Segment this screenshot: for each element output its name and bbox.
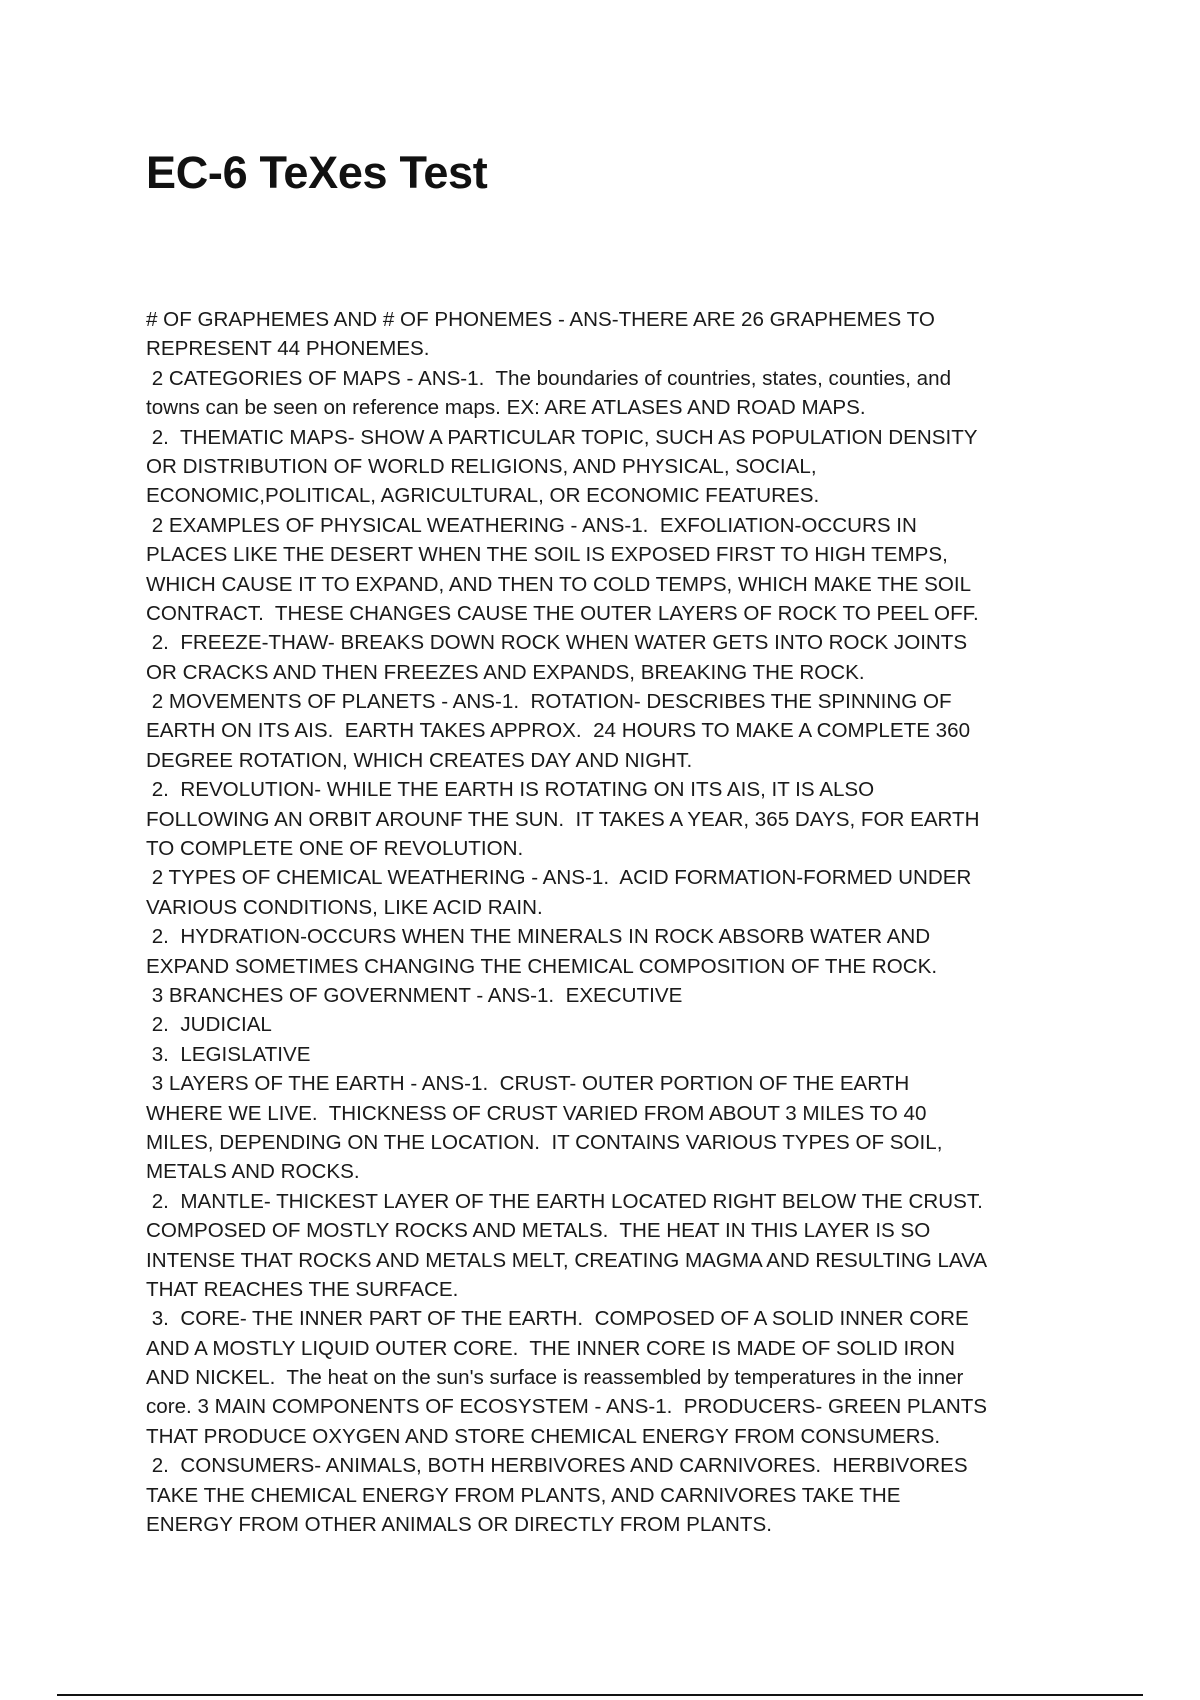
- text-line: AND NICKEL. The heat on the sun's surface is reassembled by temperatures in the inner: [146, 1366, 964, 1390]
- text-line: 2. MANTLE- THICKEST LAYER OF THE EARTH LOCATED RIGHT BELOW THE CRUST.: [146, 1189, 983, 1213]
- text-line: ECONOMIC,POLITICAL, AGRICULTURAL, OR ECONOMIC FEATURES.: [146, 484, 820, 508]
- text-line: DEGREE ROTATION, WHICH CREATES DAY AND NIGHT.: [146, 748, 693, 772]
- text-line: 3 LAYERS OF THE EARTH - ANS-1. CRUST- OUTER PORTION OF THE EARTH: [146, 1072, 910, 1096]
- text-line: METALS AND ROCKS.: [146, 1160, 360, 1184]
- text-line: EARTH ON ITS AIS. EARTH TAKES APPROX. 24 HOURS TO MAKE A COMPLETE 360: [146, 719, 971, 743]
- text-line: TAKE THE CHEMICAL ENERGY FROM PLANTS, AND CARNIVORES TAKE THE: [146, 1483, 901, 1507]
- text-line: EXPAND SOMETIMES CHANGING THE CHEMICAL COMPOSITION OF THE ROCK.: [146, 954, 938, 978]
- text-line: 2. JUDICIAL: [146, 1013, 272, 1037]
- text-line: MILES, DEPENDING ON THE LOCATION. IT CONTAINS VARIOUS TYPES OF SOIL,: [146, 1130, 943, 1154]
- text-line: AND A MOSTLY LIQUID OUTER CORE. THE INNER CORE IS MADE OF SOLID IRON: [146, 1336, 956, 1360]
- text-line: 2 MOVEMENTS OF PLANETS - ANS-1. ROTATION- DESCRIBES THE SPINNING OF: [146, 690, 952, 714]
- text-line: CONTRACT. THESE CHANGES CAUSE THE OUTER LAYERS OF ROCK TO PEEL OFF.: [146, 601, 979, 625]
- text-line: 2. REVOLUTION- WHILE THE EARTH IS ROTATING ON ITS AIS, IT IS ALSO: [146, 778, 875, 802]
- text-line: COMPOSED OF MOSTLY ROCKS AND METALS. THE HEAT IN THIS LAYER IS SO: [146, 1219, 931, 1243]
- text-line: THAT PRODUCE OXYGEN AND STORE CHEMICAL ENERGY FROM CONSUMERS.: [146, 1424, 941, 1448]
- text-line: VARIOUS CONDITIONS, LIKE ACID RAIN.: [146, 895, 543, 919]
- text-line: 2. HYDRATION-OCCURS WHEN THE MINERALS IN ROCK ABSORB WATER AND: [146, 925, 931, 949]
- text-line: 2 TYPES OF CHEMICAL WEATHERING - ANS-1. ACID FORMATION-FORMED UNDER: [146, 866, 972, 890]
- text-line: THAT REACHES THE SURFACE.: [146, 1277, 459, 1301]
- text-line: 3. CORE- THE INNER PART OF THE EARTH. COMPOSED OF A SOLID INNER CORE: [146, 1307, 969, 1331]
- text-line: 2 EXAMPLES OF PHYSICAL WEATHERING - ANS-1. EXFOLIATION-OCCURS IN: [146, 513, 917, 537]
- text-line: 2 CATEGORIES OF MAPS - ANS-1. The boundaries of countries, states, counties, and: [146, 366, 952, 390]
- text-line: 2. FREEZE-THAW- BREAKS DOWN ROCK WHEN WATER GETS INTO ROCK JOINTS: [146, 631, 968, 655]
- text-line: ENERGY FROM OTHER ANIMALS OR DIRECTLY FROM PLANTS.: [146, 1513, 772, 1537]
- text-line: 3. LEGISLATIVE: [146, 1042, 311, 1066]
- document-body: [146, 305, 1091, 1539]
- text-line: OR DISTRIBUTION OF WORLD RELIGIONS, AND PHYSICAL, SOCIAL,: [146, 454, 817, 478]
- text-line: FOLLOWING AN ORBIT AROUNF THE SUN. IT TAKES A YEAR, 365 DAYS, FOR EARTH: [146, 807, 980, 831]
- text-line: 2. THEMATIC MAPS- SHOW A PARTICULAR TOPIC, SUCH AS POPULATION DENSITY: [146, 425, 978, 449]
- text-line: OR CRACKS AND THEN FREEZES AND EXPANDS, BREAKING THE ROCK.: [146, 660, 865, 684]
- text-line: INTENSE THAT ROCKS AND METALS MELT, CREATING MAGMA AND RESULTING LAVA: [146, 1248, 988, 1272]
- text-line: 2. CONSUMERS- ANIMALS, BOTH HERBIVORES AND CARNIVORES. HERBIVORES: [146, 1454, 968, 1478]
- footer-divider: [57, 1694, 1143, 1696]
- page-title: EC-6 TeXes Test: [146, 147, 488, 198]
- text-line: WHICH CAUSE IT TO EXPAND, AND THEN TO COLD TEMPS, WHICH MAKE THE SOIL: [146, 572, 972, 596]
- text-line: REPRESENT 44 PHONEMES.: [146, 337, 430, 361]
- text-line: core. 3 MAIN COMPONENTS OF ECOSYSTEM - ANS-1. PRODUCERS- GREEN PLANTS: [146, 1395, 988, 1419]
- text-line: PLACES LIKE THE DESERT WHEN THE SOIL IS EXPOSED FIRST TO HIGH TEMPS,: [146, 543, 948, 567]
- text-line: # OF GRAPHEMES AND # OF PHONEMES - ANS-THERE ARE 26 GRAPHEMES TO: [146, 308, 935, 331]
- text-line: TO COMPLETE ONE OF REVOLUTION.: [146, 837, 524, 861]
- text-line: 3 BRANCHES OF GOVERNMENT - ANS-1. EXECUTIVE: [146, 983, 683, 1007]
- text-line: WHERE WE LIVE. THICKNESS OF CRUST VARIED FROM ABOUT 3 MILES TO 40: [146, 1101, 927, 1125]
- text-line: towns can be seen on reference maps. EX: ARE ATLASES AND ROAD MAPS.: [146, 396, 866, 420]
